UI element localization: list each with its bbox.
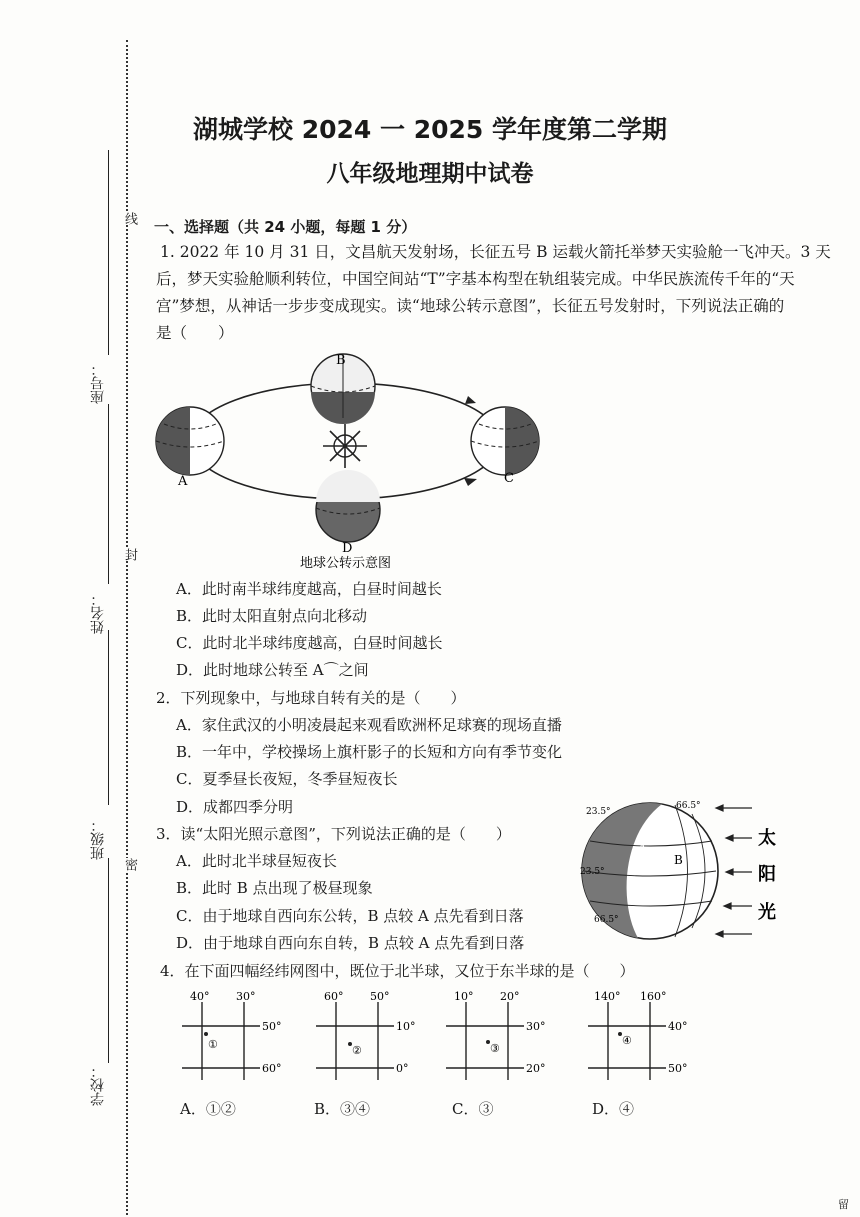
grid-4-right-top: 40°	[668, 1020, 688, 1033]
earth-revolution-diagram	[150, 348, 550, 570]
grid-3-right-top: 30°	[526, 1020, 546, 1033]
q1-option-d[interactable]: D．此时地球公转至 A⌒之间	[176, 661, 369, 679]
lat-label-4: 66.5°	[594, 915, 619, 925]
q1-line-3: 宫”梦想，从神话一步步变成现实。读“地球公转示意图”，长征五号发射时，下列说法正确的	[156, 297, 785, 315]
grid-1-mark: ①	[208, 1038, 218, 1051]
q4-option-b[interactable]: B．③④	[314, 1100, 371, 1118]
grid-1	[178, 988, 288, 1083]
grid-3-top-left: 10°	[454, 990, 474, 1003]
grid-2-mark: ②	[352, 1044, 362, 1057]
q4-option-c[interactable]: C．③	[452, 1100, 494, 1118]
school-label: 学校：	[90, 1064, 106, 1106]
grid-2-right-bottom: 0°	[396, 1062, 409, 1075]
q2-option-d[interactable]: D．成都四季分明	[176, 798, 294, 816]
grid-1-top-left: 40°	[190, 990, 210, 1003]
exam-subtitle: 八年级地理期中试卷	[326, 161, 534, 187]
label-d: D	[342, 541, 353, 556]
grid-1-right-top: 50°	[262, 1020, 282, 1033]
point-a: A	[638, 841, 647, 855]
q4-option-d[interactable]: D．④	[592, 1100, 635, 1118]
name-label: 姓名：	[90, 592, 106, 634]
sunlight-char-1: 太	[758, 828, 776, 849]
seal-mark-mi: 密	[122, 858, 137, 871]
grid-4-mark: ④	[622, 1034, 632, 1047]
name-underline	[108, 404, 109, 584]
label-a: A	[178, 474, 188, 489]
label-c: C	[504, 471, 514, 486]
q4-stem: 4．在下面四幅经纬网图中，既位于北半球，又位于东半球的是（ ）	[160, 962, 635, 980]
exam-title: 湖城学校 2024 一 2025 学年度第二学期	[193, 115, 667, 144]
q3-option-d[interactable]: D．由于地球自西向东自转，B 点较 A 点先看到日落	[176, 934, 525, 952]
seat-number-label: 座号：	[90, 362, 106, 404]
grid-4-right-bottom: 50°	[668, 1062, 688, 1075]
lat-label-3: 23.5°	[580, 867, 605, 877]
orbit-arrow-se	[464, 478, 477, 486]
q2-stem: 2．下列现象中，与地球自转有关的是（ ）	[156, 689, 466, 707]
seal-mark-xian: 线	[122, 212, 137, 225]
q1-line-1: 1. 2022 年 10 月 31 日，文昌航天发射场，长征五号 B 运载火箭托举梦天实验舱一飞冲天。3 天	[160, 243, 831, 261]
label-b: B	[336, 353, 346, 368]
q2-option-a[interactable]: A．家住武汉的小明凌晨起来观看欧洲杯足球赛的现场直播	[176, 716, 562, 734]
q2-option-c[interactable]: C．夏季昼长夜短，冬季昼短夜长	[176, 770, 398, 788]
q3-stem: 3．读“太阳光照示意图”，下列说法正确的是（ ）	[156, 825, 511, 843]
grid-4	[584, 988, 694, 1083]
q3-option-a[interactable]: A．此时北半球昼短夜长	[176, 852, 337, 870]
grid-2-top-right: 50°	[370, 990, 390, 1003]
sun-icon	[323, 424, 367, 468]
sunlight-char-2: 阳	[758, 864, 776, 885]
lat-label-2: 66.5°	[676, 801, 701, 811]
grid-2-right-top: 10°	[396, 1020, 416, 1033]
q1-line-2: 后，梦天实验舱顺利转位，中国空间站“T”字基本构型在轨组装完成。中华民族流传千年的“天	[156, 270, 795, 288]
grid-4-top-left: 140°	[594, 990, 621, 1003]
section-title: 一、选择题（共 24 小题，每题 1 分）	[154, 218, 417, 236]
grid-3	[442, 988, 552, 1083]
q3-option-c[interactable]: C．由于地球自西向东公转，B 点较 A 点先看到日落	[176, 907, 524, 925]
sunlight-char-3: 光	[758, 902, 776, 923]
grid-2-top-left: 60°	[324, 990, 344, 1003]
q1-option-b[interactable]: B．此时太阳直射点向北移动	[176, 607, 368, 625]
grid-3-mark: ③	[490, 1042, 500, 1055]
orbit-arrow-ne	[465, 396, 476, 404]
q1-option-c[interactable]: C．此时北半球纬度越高，白昼时间越长	[176, 634, 443, 652]
q2-option-b[interactable]: B．一年中，学校操场上旗杆影子的长短和方向有季节变化	[176, 743, 563, 761]
grid-3-right-bottom: 20°	[526, 1062, 546, 1075]
grid-2	[312, 988, 422, 1083]
q1-option-a[interactable]: A．此时南半球纬度越高，白昼时间越长	[176, 580, 442, 598]
q4-option-a[interactable]: A．①②	[180, 1100, 236, 1118]
earth-position-c	[471, 407, 539, 475]
class-label: 班级：	[90, 818, 106, 860]
q3-option-b[interactable]: B．此时 B 点出现了极昼现象	[176, 879, 373, 897]
seal-mark-feng: 封	[122, 548, 137, 561]
figure-caption: 地球公转示意图	[300, 556, 392, 570]
grid-3-top-right: 20°	[500, 990, 520, 1003]
grid-4-top-right: 160°	[640, 990, 667, 1003]
earth-position-d	[316, 470, 380, 542]
sunlight-diagram	[580, 796, 800, 946]
class-underline	[108, 858, 109, 1063]
footer-mark: 留	[838, 1198, 849, 1211]
name-underline-2	[108, 630, 109, 805]
point-b: B	[674, 853, 683, 867]
earth-position-a	[156, 407, 224, 475]
q1-line-4: 是（ ）	[156, 324, 234, 342]
lat-label-1: 23.5°	[586, 807, 611, 817]
sun-rays	[716, 805, 752, 937]
grid-1-right-bottom: 60°	[262, 1062, 282, 1075]
grid-1-top-right: 30°	[236, 990, 256, 1003]
